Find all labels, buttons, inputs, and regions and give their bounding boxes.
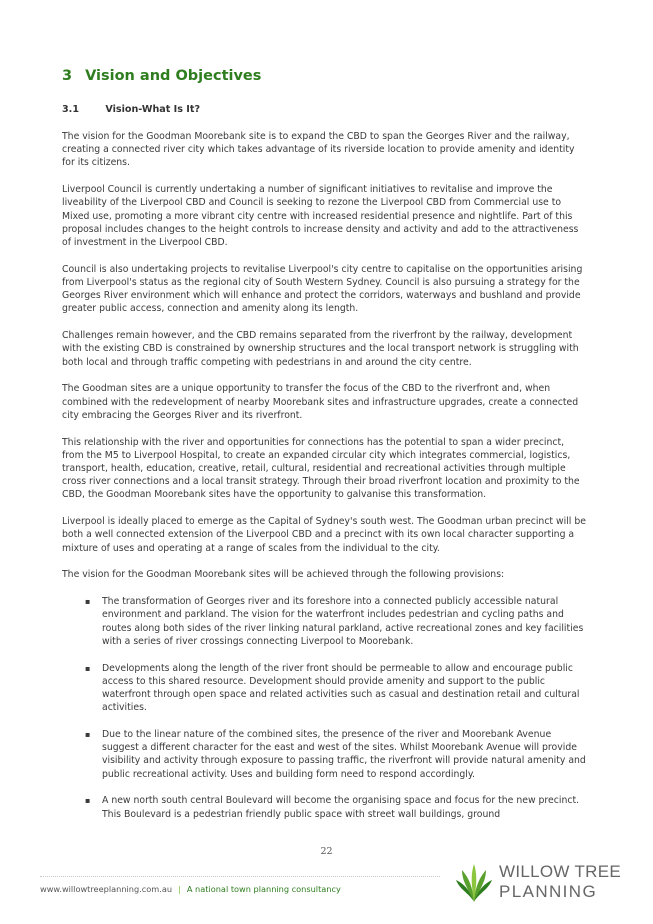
section-number: 3 <box>62 68 73 84</box>
section-title: Vision and Objectives <box>85 68 262 84</box>
paragraph: The Goodman sites are a unique opportunity to transfer the focus of the CBD to the riverfront and, when combined with the redevelopment of nearby Moorebank sites and infrastructure upgrades, create a connected city embracing the Georges River and its riverfront. <box>62 383 579 421</box>
footer-separator: | <box>178 884 181 894</box>
list-item-text: A new north south central Boulevard will become the organising space and focus for the new precinct. This Boulevard is a pedestrian friendly public space with street wall buildings, ground <box>102 795 580 820</box>
footer <box>40 884 341 894</box>
page-number: 22 <box>320 846 333 857</box>
bullet-icon: ▪ <box>85 796 91 806</box>
section-heading <box>62 68 261 84</box>
list-item-text: The transformation of Georges river and its foreshore into a connected publicly accessible natural environment and parkland. The vision for the waterfront includes pedestrian and cycling paths and routes along both sides of the river linking natural parkland, active recreational zones and key facilities with a series of river crossings connecting Liverpool to Moorebank. <box>102 596 584 647</box>
list-item-text: Developments along the length of the river front should be permeable to allow and encourage public access to this shared resource. Development should provide amenity and support to the public waterfront through open space and related activities such as casual and destination retail and cultural activities. <box>102 662 580 714</box>
footer-divider <box>40 876 440 877</box>
paragraph: Council is also undertaking projects to revitalise Liverpool's city centre to capitalise on the opportunities arising from Liverpool's status as the regional city of South Western Sydney. Council is also pursuing a strategy for the Georges River environment which will enhance and protect the corridors, waterways and bushland and provide greater public access, connection and amenity along its length. <box>62 263 583 315</box>
paragraph: Liverpool is ideally placed to emerge as the Capital of Sydney's south west. The Goodman urban precinct will be both a well connected extension of the Liverpool CBD and a precinct with its own local character supporting a mixture of uses and operating at a range of scales from the individual to the city. <box>62 516 586 554</box>
footer-url: www.willowtreeplanning.com.au <box>40 884 173 894</box>
willow-tree-logo <box>452 860 627 908</box>
bullet-icon: ▪ <box>85 663 91 673</box>
provisions-list <box>62 595 586 821</box>
tree-logo-icon <box>452 860 496 904</box>
logo-text-line2: PLANNING <box>499 882 598 901</box>
bullet-icon: ▪ <box>85 730 91 740</box>
list-item-text: Due to the linear nature of the combined sites, the presence of the river and Moorebank Avenue suggest a different character for the east and west of the sites. Whilst Moorebank Avenue will provide visibility and activity through exposure to passing traffic, the riverfront will provide natural amenity and public recreational activity. Uses and building form need to respond accordingly. <box>102 729 586 780</box>
paragraph: This relationship with the river and opportunities for connections has the potential to span a wider precinct, from the M5 to Liverpool Hospital, to create an expanded circular city which integrates commercial, logistics, transport, health, education, creative, retail, cultural, residential and recreational activities through multiple cross river connections and a local transit strategy. Through their broad riverfront location and proximity to the CBD, the Goodman Moorebank sites have the opportunity to galvanise this transformation. <box>62 436 580 501</box>
subsection-heading <box>62 104 200 115</box>
list-item <box>62 662 586 715</box>
paragraph: Liverpool Council is currently undertaking a number of significant initiatives to revitalise and improve the liveability of the Liverpool CBD and Council is seeking to rezone the Liverpool CBD from Commercial use to Mixed use, promoting a more vibrant city centre with increased residential presence and nightlife. Part of this proposal includes changes to the height controls to increase density and activity and add to the attractiveness of investment in the Liverpool CBD. <box>62 184 579 249</box>
paragraph: Challenges remain however, and the CBD remains separated from the riverfront by the railway, development with the existing CBD is constrained by ownership structures and the local transport network is struggling with both local and through traffic competing with pedestrians in and around the city centre. <box>62 330 579 368</box>
paragraph: The vision for the Goodman Moorebank site is to expand the CBD to span the Georges River and the railway, creating a connected river city which takes advantage of its riverside location to provide amenity and identity for its citizens. <box>62 131 575 169</box>
list-item <box>62 794 586 820</box>
subsection-number: 3.1 <box>62 104 79 115</box>
paragraph: The vision for the Goodman Moorebank sites will be achieved through the following provisions: <box>62 569 505 581</box>
footer-tagline: A national town planning consultancy <box>186 884 341 894</box>
list-item <box>62 728 586 781</box>
bullet-icon: ▪ <box>85 597 91 607</box>
logo-text-line1: WILLOW TREE <box>499 862 622 881</box>
list-item <box>62 595 586 648</box>
subsection-title: Vision-What Is It? <box>105 104 201 115</box>
body-text <box>62 130 586 834</box>
